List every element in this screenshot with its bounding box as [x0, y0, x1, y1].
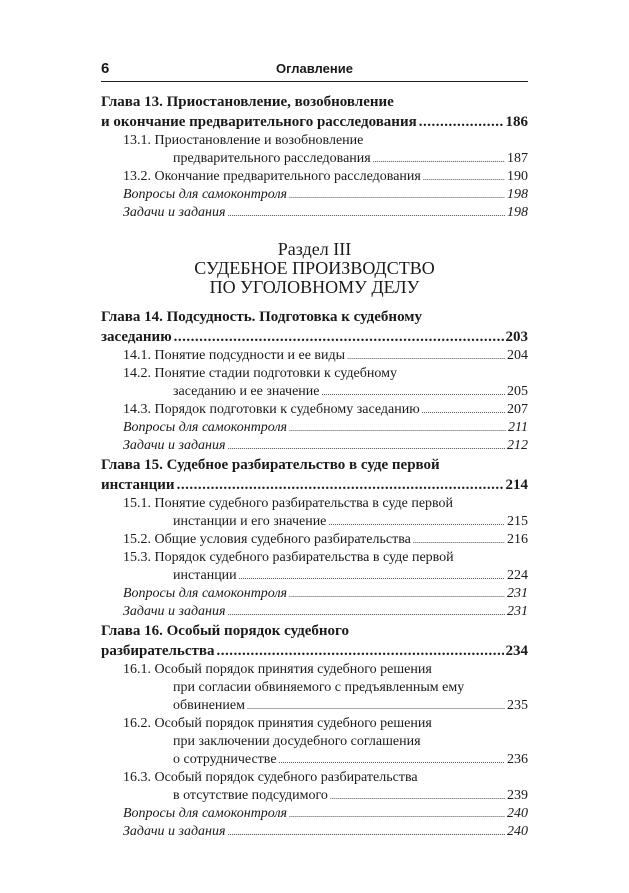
entry-text: 14.1. Понятие подсудности и ее виды	[123, 348, 346, 363]
entry-text: и окончание предварительного расследования	[101, 114, 417, 130]
dot-leader	[289, 586, 505, 604]
text-row	[101, 92, 528, 112]
toc-subsection	[123, 531, 528, 549]
text-row	[123, 733, 528, 751]
leader-row	[123, 603, 528, 621]
page-ref: 215	[507, 514, 528, 529]
entry-text: Вопросы для самоконтроля	[123, 806, 288, 821]
toc-auxiliary-item	[123, 823, 528, 841]
chapter-heading	[101, 621, 528, 661]
entry-text: в отсутствие подсудимого	[173, 788, 328, 803]
entry-text: о сотрудничестве	[173, 752, 277, 767]
entry-text: Вопросы для самоконтроля	[123, 420, 288, 435]
page-ref: 203	[505, 329, 528, 345]
dot-leader	[174, 327, 504, 347]
page-ref: 234	[505, 643, 528, 659]
page-number: 6	[101, 60, 110, 77]
dot-leader	[228, 205, 505, 223]
entry-text: инстанции и его значение	[173, 514, 327, 529]
table-of-contents	[101, 92, 528, 841]
entry-text: 15.2. Общие условия судебного разбирательства	[123, 532, 411, 547]
entry-text: при согласии обвиняемого с предъявленным ему	[173, 680, 465, 695]
text-row	[101, 455, 528, 475]
dot-leader	[322, 384, 506, 402]
page-ref: 198	[507, 187, 528, 202]
section-title-line: Раздел III	[277, 239, 352, 259]
entry-text: 16.1. Особый порядок принятия судебного решения	[123, 662, 432, 677]
entry-text: 13.1. Приостановление и возобновление	[123, 133, 364, 148]
entry-text: инстанции	[173, 568, 237, 583]
section-heading	[101, 240, 528, 297]
dot-leader	[228, 438, 505, 456]
entry-text: предварительного расследования	[173, 151, 371, 166]
toc-auxiliary-item	[123, 186, 528, 204]
page-ref: 236	[507, 752, 528, 767]
running-title: Оглавление	[276, 61, 353, 76]
page-ref: 198	[507, 205, 528, 220]
dot-leader	[216, 641, 503, 661]
leader-row	[123, 419, 528, 437]
page-ref: 212	[507, 438, 528, 453]
text-row	[123, 132, 528, 150]
leader-row	[123, 787, 528, 805]
entry-text: 14.2. Понятие стадии подготовки к судебному	[123, 366, 397, 381]
leader-row	[123, 347, 528, 365]
text-row	[123, 495, 528, 513]
entry-text: Глава 15. Судебное разбирательство в суде первой	[101, 457, 440, 473]
entry-text: 16.3. Особый порядок судебного разбирательства	[123, 770, 418, 785]
entry-text: заседанию	[101, 329, 172, 345]
leader-row	[123, 383, 528, 401]
dot-leader	[228, 604, 505, 622]
dot-leader	[177, 475, 504, 495]
page-ref: 239	[507, 788, 528, 803]
leader-row	[101, 641, 528, 661]
text-row	[101, 621, 528, 641]
toc-subsection	[123, 769, 528, 805]
dot-leader	[330, 788, 505, 806]
page-ref: 205	[507, 384, 528, 399]
leader-row	[123, 150, 528, 168]
entry-text: Задачи и задания	[123, 604, 226, 619]
text-row	[123, 679, 528, 697]
leader-row	[101, 112, 528, 132]
text-row	[123, 715, 528, 733]
text-row	[123, 549, 528, 567]
leader-row	[123, 751, 528, 769]
page-ref: 211	[508, 420, 528, 435]
page-ref: 231	[507, 586, 528, 601]
leader-row	[123, 697, 528, 715]
page-ref: 187	[507, 151, 528, 166]
page-ref: 235	[507, 698, 528, 713]
toc-auxiliary-item	[123, 805, 528, 823]
page-ref: 240	[507, 824, 528, 839]
header-rule	[101, 81, 528, 82]
page-ref: 214	[505, 477, 528, 493]
dot-leader	[328, 514, 505, 532]
leader-row	[123, 437, 528, 455]
section-title-line: ПО УГОЛОВНОМУ ДЕЛУ	[209, 277, 420, 297]
toc-auxiliary-item	[123, 204, 528, 222]
text-row	[123, 365, 528, 383]
leader-row	[123, 805, 528, 823]
entry-text: обвинением	[173, 698, 245, 713]
text-row	[123, 661, 528, 679]
toc-auxiliary-item	[123, 419, 528, 437]
entry-text: Задачи и задания	[123, 438, 226, 453]
leader-row	[123, 585, 528, 603]
dot-leader	[419, 112, 504, 132]
dot-leader	[413, 532, 505, 550]
dot-leader	[289, 420, 506, 438]
toc-subsection	[123, 401, 528, 419]
toc-subsection	[123, 347, 528, 365]
page-ref: 224	[507, 568, 528, 583]
toc-subsection	[123, 168, 528, 186]
dot-leader	[422, 402, 505, 420]
entry-text: инстанции	[101, 477, 175, 493]
page-ref: 207	[507, 402, 528, 417]
entry-text: 13.2. Окончание предварительного расследования	[123, 169, 421, 184]
entry-text: Глава 16. Особый порядок судебного	[101, 623, 349, 639]
text-row	[101, 307, 528, 327]
leader-row	[101, 327, 528, 347]
entry-text: Задачи и задания	[123, 824, 226, 839]
chapter-heading	[101, 307, 528, 347]
entry-text: 14.3. Порядок подготовки к судебному заседанию	[123, 402, 420, 417]
leader-row	[123, 168, 528, 186]
running-head	[101, 60, 528, 82]
entry-text: при заключении досудебного соглашения	[173, 734, 421, 749]
chapter-heading	[101, 455, 528, 495]
leader-row	[101, 475, 528, 495]
toc-subsection	[123, 495, 528, 531]
toc-auxiliary-item	[123, 437, 528, 455]
leader-row	[123, 204, 528, 222]
leader-row	[123, 823, 528, 841]
leader-row	[123, 513, 528, 531]
toc-subsection	[123, 715, 528, 769]
page-ref: 231	[507, 604, 528, 619]
dot-leader	[289, 187, 505, 205]
toc-subsection	[123, 132, 528, 168]
section-title-line: СУДЕБНОЕ ПРОИЗВОДСТВО	[194, 258, 435, 278]
entry-text: Задачи и задания	[123, 205, 226, 220]
page-ref: 204	[507, 348, 528, 363]
dot-leader	[289, 806, 505, 824]
dot-leader	[247, 698, 505, 716]
page-ref: 190	[507, 169, 528, 184]
entry-text: 15.3. Порядок судебного разбирательства в суде первой	[123, 550, 454, 565]
entry-text: Вопросы для самоконтроля	[123, 187, 288, 202]
dot-leader	[228, 824, 505, 842]
toc-subsection	[123, 365, 528, 401]
dot-leader	[279, 752, 505, 770]
entry-text: 15.1. Понятие судебного разбирательства в суде первой	[123, 496, 454, 511]
dot-leader	[347, 348, 505, 366]
page-ref: 186	[505, 114, 528, 130]
page-ref: 216	[507, 532, 528, 547]
toc-subsection	[123, 549, 528, 585]
leader-row	[123, 567, 528, 585]
entry-text: Глава 13. Приостановление, возобновление	[101, 94, 394, 110]
leader-row	[123, 531, 528, 549]
leader-row	[123, 401, 528, 419]
entry-text: заседанию и ее значение	[173, 384, 320, 399]
toc-subsection	[123, 661, 528, 715]
entry-text: 16.2. Особый порядок принятия судебного решения	[123, 716, 432, 731]
dot-leader	[423, 169, 505, 187]
dot-leader	[239, 568, 505, 586]
leader-row	[123, 186, 528, 204]
entry-text: разбирательства	[101, 643, 215, 659]
entry-text: Вопросы для самоконтроля	[123, 586, 288, 601]
toc-auxiliary-item	[123, 603, 528, 621]
dot-leader	[373, 151, 505, 169]
toc-auxiliary-item	[123, 585, 528, 603]
entry-text: Глава 14. Подсудность. Подготовка к судебному	[101, 309, 422, 325]
chapter-heading	[101, 92, 528, 132]
text-row	[123, 769, 528, 787]
page-ref: 240	[507, 806, 528, 821]
